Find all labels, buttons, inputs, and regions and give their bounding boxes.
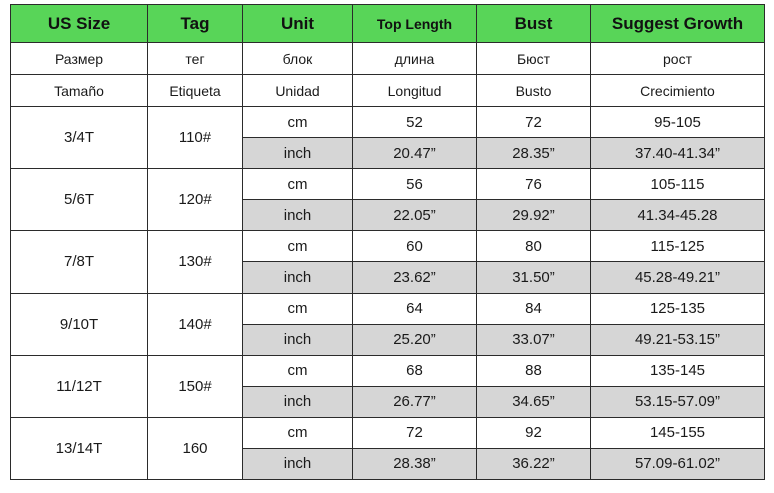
unit-cell: cm xyxy=(243,169,353,200)
top-length-cell: 25.20” xyxy=(353,324,477,355)
bust-cell: 88 xyxy=(477,355,591,386)
size-row-cm xyxy=(11,107,765,138)
bust-cell: 29.92” xyxy=(477,200,591,231)
tag-cell: 160 xyxy=(148,417,243,479)
spanish-label-row xyxy=(11,75,765,107)
top-length-cell: 64 xyxy=(353,293,477,324)
russian-label-row xyxy=(11,43,765,75)
unit-cell: cm xyxy=(243,293,353,324)
suggest-growth-cell: 37.40-41.34” xyxy=(591,138,765,169)
top-length-cell: 56 xyxy=(353,169,477,200)
bust-cell: 76 xyxy=(477,169,591,200)
bust-cell: 36.22” xyxy=(477,448,591,479)
header-suggest-growth: Suggest Growth xyxy=(591,5,765,43)
bust-cell: 72 xyxy=(477,107,591,138)
header-tag: Tag xyxy=(148,5,243,43)
unit-cell: cm xyxy=(243,107,353,138)
tag-cell: 140# xyxy=(148,293,243,355)
header-row xyxy=(11,5,765,43)
bust-cell: 80 xyxy=(477,231,591,262)
unit-cell: cm xyxy=(243,417,353,448)
size-row-cm xyxy=(11,231,765,262)
bust-cell: 28.35” xyxy=(477,138,591,169)
russian-top-length: длина xyxy=(353,43,477,75)
us-size-cell: 5/6T xyxy=(11,169,148,231)
russian-bust: Бюст xyxy=(477,43,591,75)
suggest-growth-cell: 135-145 xyxy=(591,355,765,386)
us-size-cell: 13/14T xyxy=(11,417,148,479)
suggest-growth-cell: 105-115 xyxy=(591,169,765,200)
spanish-suggest-growth: Crecimiento xyxy=(591,75,765,107)
bust-cell: 31.50” xyxy=(477,262,591,293)
unit-cell: inch xyxy=(243,386,353,417)
size-chart-table xyxy=(10,4,765,480)
spanish-tag: Etiqueta xyxy=(148,75,243,107)
suggest-growth-cell: 49.21-53.15” xyxy=(591,324,765,355)
spanish-unit: Unidad xyxy=(243,75,353,107)
header-us-size: US Size xyxy=(11,5,148,43)
us-size-cell: 11/12T xyxy=(11,355,148,417)
suggest-growth-cell: 41.34-45.28 xyxy=(591,200,765,231)
russian-unit: блок xyxy=(243,43,353,75)
russian-tag: тег xyxy=(148,43,243,75)
header-top-length: Top Length xyxy=(353,5,477,43)
russian-suggest-growth: рост xyxy=(591,43,765,75)
top-length-cell: 52 xyxy=(353,107,477,138)
tag-cell: 150# xyxy=(148,355,243,417)
suggest-growth-cell: 53.15-57.09” xyxy=(591,386,765,417)
top-length-cell: 20.47” xyxy=(353,138,477,169)
bust-cell: 92 xyxy=(477,417,591,448)
unit-cell: inch xyxy=(243,138,353,169)
spanish-bust: Busto xyxy=(477,75,591,107)
unit-cell: cm xyxy=(243,355,353,386)
unit-cell: inch xyxy=(243,200,353,231)
size-row-cm xyxy=(11,169,765,200)
us-size-cell: 3/4T xyxy=(11,107,148,169)
spanish-us-size: Tamaño xyxy=(11,75,148,107)
suggest-growth-cell: 57.09-61.02” xyxy=(591,448,765,479)
unit-cell: inch xyxy=(243,262,353,293)
top-length-cell: 23.62” xyxy=(353,262,477,293)
tag-cell: 120# xyxy=(148,169,243,231)
top-length-cell: 28.38” xyxy=(353,448,477,479)
tag-cell: 130# xyxy=(148,231,243,293)
russian-us-size: Размер xyxy=(11,43,148,75)
suggest-growth-cell: 125-135 xyxy=(591,293,765,324)
top-length-cell: 72 xyxy=(353,417,477,448)
unit-cell: cm xyxy=(243,231,353,262)
bust-cell: 33.07” xyxy=(477,324,591,355)
top-length-cell: 26.77” xyxy=(353,386,477,417)
size-row-cm xyxy=(11,417,765,448)
suggest-growth-cell: 115-125 xyxy=(591,231,765,262)
suggest-growth-cell: 45.28-49.21” xyxy=(591,262,765,293)
top-length-cell: 22.05” xyxy=(353,200,477,231)
unit-cell: inch xyxy=(243,448,353,479)
size-row-cm xyxy=(11,293,765,324)
unit-cell: inch xyxy=(243,324,353,355)
header-unit: Unit xyxy=(243,5,353,43)
bust-cell: 34.65” xyxy=(477,386,591,417)
size-row-cm xyxy=(11,355,765,386)
spanish-top-length: Longitud xyxy=(353,75,477,107)
us-size-cell: 9/10T xyxy=(11,293,148,355)
suggest-growth-cell: 95-105 xyxy=(591,107,765,138)
top-length-cell: 68 xyxy=(353,355,477,386)
bust-cell: 84 xyxy=(477,293,591,324)
us-size-cell: 7/8T xyxy=(11,231,148,293)
top-length-cell: 60 xyxy=(353,231,477,262)
suggest-growth-cell: 145-155 xyxy=(591,417,765,448)
tag-cell: 110# xyxy=(148,107,243,169)
header-bust: Bust xyxy=(477,5,591,43)
